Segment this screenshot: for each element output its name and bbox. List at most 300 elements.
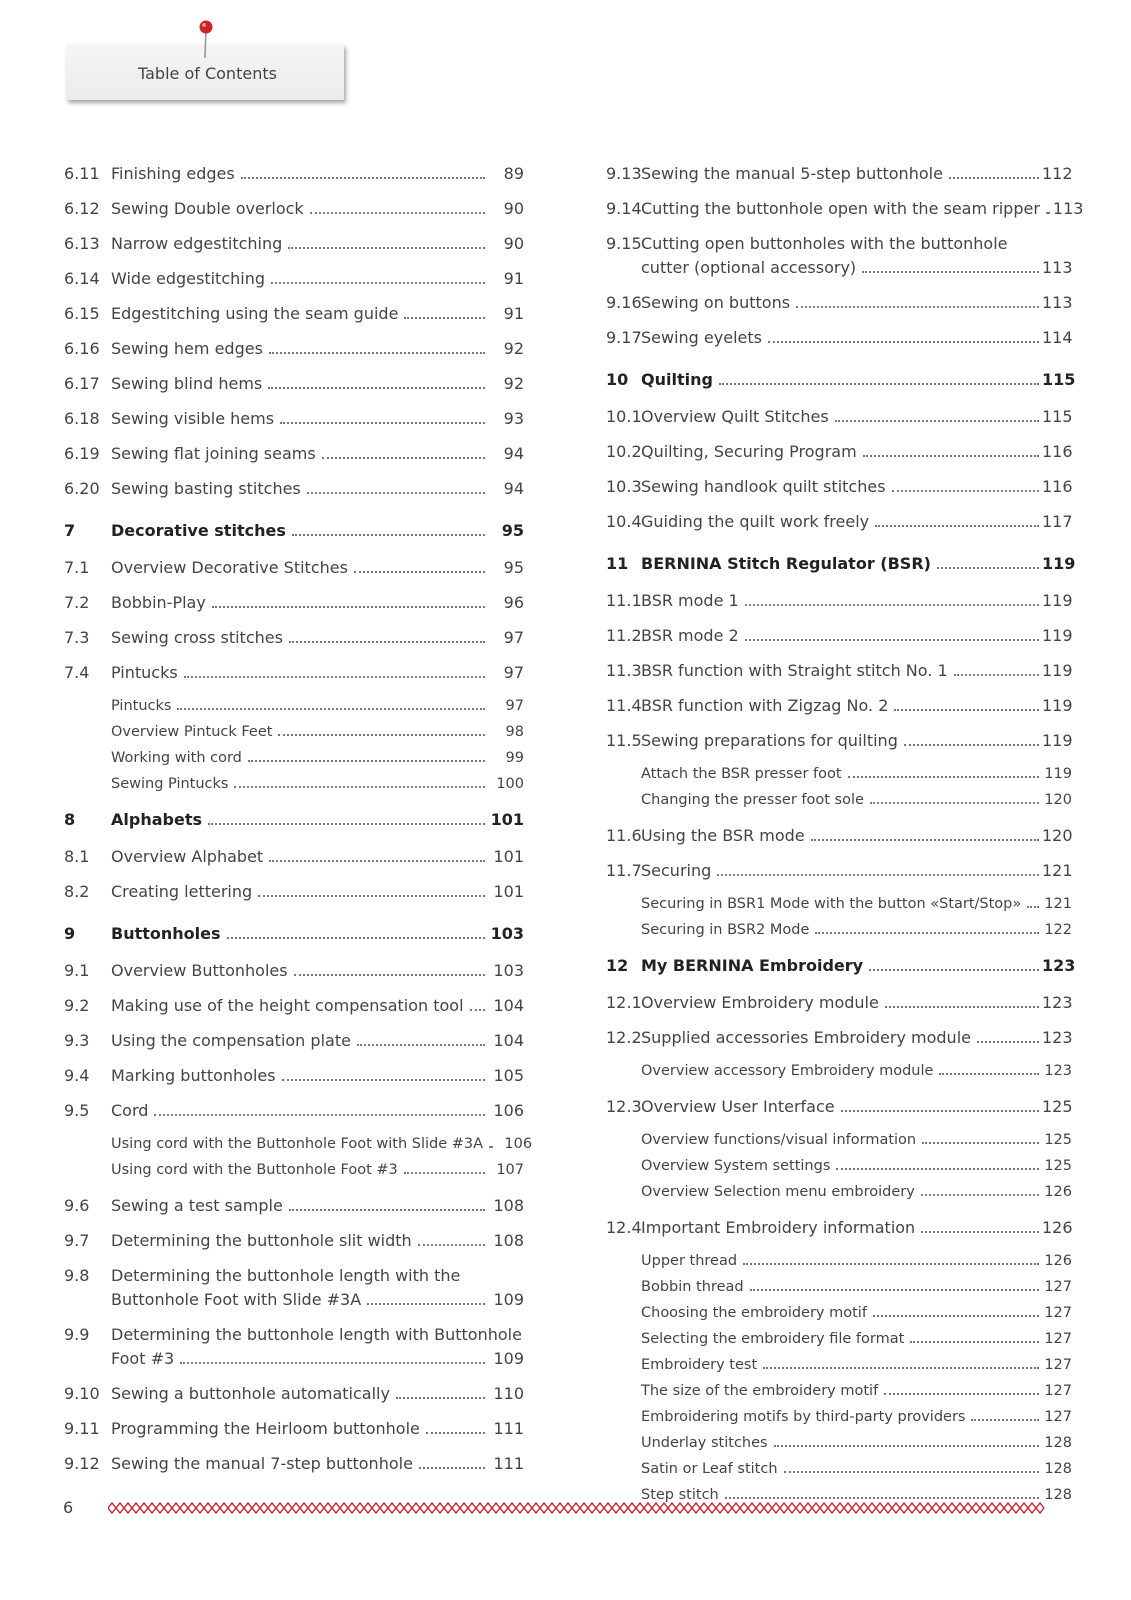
toc-title: Overview Pintuck Feet bbox=[111, 724, 273, 740]
toc-title: Sewing Pintucks bbox=[111, 776, 229, 792]
toc-title-row bbox=[641, 1182, 1072, 1203]
toc-number: 12.4 bbox=[606, 1218, 642, 1237]
dot-leader bbox=[811, 839, 1039, 841]
toc-entry bbox=[606, 1026, 1072, 1061]
toc-page: 126 bbox=[1044, 1253, 1072, 1269]
toc-left-column bbox=[64, 162, 533, 1487]
toc-title: Upper thread bbox=[641, 1253, 738, 1269]
toc-title-row bbox=[111, 477, 524, 501]
toc-number: 9.2 bbox=[64, 996, 90, 1015]
dot-leader bbox=[418, 1244, 485, 1246]
toc-title: Overview Alphabet bbox=[111, 847, 264, 866]
dot-leader bbox=[404, 1172, 485, 1174]
toc-title: Using cord with the Buttonhole Foot with Slide #3A bbox=[111, 1136, 484, 1152]
toc-title: Step stitch bbox=[641, 1487, 719, 1503]
toc-page: 107 bbox=[496, 1162, 524, 1178]
toc-title-row bbox=[641, 326, 1072, 350]
dot-leader bbox=[954, 674, 1039, 676]
toc-page: 119 bbox=[1044, 766, 1072, 782]
dot-leader bbox=[489, 1146, 493, 1148]
toc-entry bbox=[606, 1216, 1072, 1251]
toc-page: 97 bbox=[505, 698, 524, 714]
toc-title-row bbox=[111, 1417, 524, 1441]
toc-number: 6.16 bbox=[64, 339, 100, 358]
toc-title-row bbox=[111, 519, 524, 543]
toc-sub bbox=[606, 894, 1072, 920]
dot-leader bbox=[248, 760, 485, 762]
toc-entry bbox=[606, 291, 1072, 326]
dot-leader bbox=[289, 641, 485, 643]
dot-leader bbox=[212, 606, 485, 608]
toc-title-cont: Foot #3 bbox=[111, 1349, 175, 1368]
toc-title-row bbox=[111, 267, 524, 291]
toc-title: Sewing eyelets bbox=[641, 328, 762, 347]
toc-title-row bbox=[111, 1160, 524, 1181]
toc-number: 6.11 bbox=[64, 164, 100, 183]
toc-title: Overview Selection menu embroidery bbox=[641, 1184, 915, 1200]
toc-page: 93 bbox=[503, 409, 524, 428]
toc-title-row bbox=[641, 1459, 1072, 1480]
toc-sub bbox=[606, 1433, 1072, 1459]
toc-title: BERNINA Stitch Regulator (BSR) bbox=[641, 554, 931, 573]
toc-title: Sewing basting stitches bbox=[111, 479, 301, 498]
toc-title-row bbox=[641, 1433, 1072, 1454]
toc-page: 89 bbox=[503, 164, 524, 183]
toc-title-row bbox=[641, 920, 1072, 941]
dot-leader bbox=[921, 1194, 1039, 1196]
dot-leader bbox=[396, 1397, 485, 1399]
toc-title-row bbox=[641, 1216, 1072, 1240]
toc-title-row bbox=[111, 1099, 524, 1123]
toc-page: 106 bbox=[493, 1101, 524, 1120]
toc-page: 127 bbox=[1044, 1357, 1072, 1373]
toc-entry bbox=[64, 267, 524, 302]
dot-leader bbox=[404, 317, 485, 319]
toc-entry bbox=[64, 232, 524, 267]
toc-number: 6.18 bbox=[64, 409, 100, 428]
toc-page: 117 bbox=[1042, 512, 1073, 531]
toc-title-row bbox=[641, 729, 1072, 753]
dot-leader bbox=[971, 1419, 1039, 1421]
toc-title-row bbox=[111, 722, 524, 743]
toc-number: 9.1 bbox=[64, 961, 90, 980]
toc-title: Bobbin-Play bbox=[111, 593, 206, 612]
toc-entry bbox=[606, 824, 1072, 859]
dot-leader bbox=[774, 1445, 1039, 1447]
toc-page: 123 bbox=[1042, 993, 1073, 1012]
toc-number: 8.2 bbox=[64, 882, 90, 901]
toc-title: Securing in BSR1 Mode with the button «Start/Stop» bbox=[641, 896, 1022, 912]
toc-entry bbox=[606, 475, 1072, 510]
toc-title: Working with cord bbox=[111, 750, 242, 766]
toc-number: 11 bbox=[606, 554, 629, 573]
toc-title: Supplied accessories Embroidery module bbox=[641, 1028, 971, 1047]
toc-page: 92 bbox=[503, 374, 524, 393]
dot-leader bbox=[862, 271, 1039, 273]
toc-title: Overview User Interface bbox=[641, 1097, 835, 1116]
toc-right-column bbox=[606, 162, 1084, 1511]
toc-title: Sewing blind hems bbox=[111, 374, 263, 393]
toc-entry bbox=[64, 1064, 524, 1099]
toc-title: Sewing hem edges bbox=[111, 339, 263, 358]
toc-number: 9.13 bbox=[606, 164, 642, 183]
toc-number: 9.7 bbox=[64, 1231, 90, 1250]
toc-title: Sewing handlook quilt stitches bbox=[641, 477, 886, 496]
toc-entry bbox=[606, 162, 1072, 197]
toc-page: 101 bbox=[493, 882, 524, 901]
toc-entry bbox=[64, 302, 524, 337]
dot-leader bbox=[937, 567, 1039, 569]
toc-sub bbox=[606, 1303, 1072, 1329]
toc-title-row bbox=[641, 991, 1072, 1015]
toc-title-row bbox=[641, 1381, 1072, 1402]
toc-page: 94 bbox=[503, 479, 524, 498]
toc-entry bbox=[64, 1229, 524, 1264]
toc-entry bbox=[64, 1264, 524, 1323]
toc-title-row bbox=[111, 1064, 524, 1088]
toc-title-row bbox=[111, 197, 524, 221]
toc-entry bbox=[64, 442, 524, 477]
toc-number: 9.8 bbox=[64, 1266, 90, 1285]
toc-entry bbox=[606, 326, 1072, 361]
toc-page: 127 bbox=[1044, 1305, 1072, 1321]
dot-leader bbox=[184, 676, 485, 678]
toc-title-row bbox=[111, 1382, 524, 1406]
toc-title: My BERNINA Embroidery bbox=[641, 956, 864, 975]
toc-title-line2 bbox=[641, 256, 1072, 280]
toc-page: 106 bbox=[504, 1136, 533, 1152]
toc-page: 95 bbox=[501, 521, 524, 540]
toc-title: Bobbin thread bbox=[641, 1279, 744, 1295]
toc-page: 116 bbox=[1042, 477, 1073, 496]
toc-page: 99 bbox=[505, 750, 524, 766]
toc-page: 111 bbox=[493, 1454, 524, 1473]
toc-page: 115 bbox=[1042, 407, 1073, 426]
toc-number: 7.4 bbox=[64, 663, 90, 682]
toc-sub bbox=[64, 774, 524, 800]
toc-title-row bbox=[641, 1277, 1072, 1298]
toc-title-row bbox=[641, 405, 1072, 429]
toc-title-row bbox=[641, 1130, 1072, 1151]
toc-title-row bbox=[111, 372, 524, 396]
toc-title-block bbox=[111, 1323, 524, 1371]
toc-title: Overview Embroidery module bbox=[641, 993, 879, 1012]
toc-title: Buttonholes bbox=[111, 924, 221, 943]
dot-leader bbox=[921, 1231, 1039, 1233]
toc-sub bbox=[606, 1459, 1072, 1485]
toc-title: Overview Buttonholes bbox=[111, 961, 288, 980]
toc-page: 108 bbox=[493, 1231, 524, 1250]
toc-title: Sewing on buttons bbox=[641, 293, 791, 312]
toc-title-row bbox=[641, 440, 1072, 464]
toc-title-row bbox=[641, 1407, 1072, 1428]
toc-title-row bbox=[641, 1095, 1072, 1119]
toc-page: 109 bbox=[493, 1290, 524, 1309]
dot-leader bbox=[885, 1006, 1039, 1008]
toc-page: 119 bbox=[1042, 696, 1073, 715]
toc-number: 11.5 bbox=[606, 731, 642, 750]
toc-title: Determining the buttonhole slit width bbox=[111, 1231, 412, 1250]
toc-page: 125 bbox=[1042, 1097, 1073, 1116]
toc-number: 9.5 bbox=[64, 1101, 90, 1120]
dot-leader bbox=[977, 1041, 1039, 1043]
toc-number: 11.2 bbox=[606, 626, 642, 645]
dot-leader bbox=[719, 383, 1039, 385]
toc-page: 123 bbox=[1042, 956, 1076, 975]
toc-title: Determining the buttonhole length with Buttonhole bbox=[111, 1325, 522, 1344]
toc-title-row bbox=[111, 591, 524, 615]
dot-leader bbox=[863, 455, 1039, 457]
toc-page: 98 bbox=[505, 724, 524, 740]
dot-leader bbox=[234, 786, 485, 788]
toc-title: BSR mode 2 bbox=[641, 626, 739, 645]
toc-number: 9.6 bbox=[64, 1196, 90, 1215]
toc-page: 103 bbox=[493, 961, 524, 980]
toc-entry bbox=[64, 1417, 524, 1452]
toc-title-row bbox=[641, 894, 1072, 915]
toc-title-row bbox=[111, 994, 524, 1018]
toc-title-row bbox=[111, 232, 524, 256]
dot-leader bbox=[258, 895, 485, 897]
toc-entry bbox=[64, 626, 524, 661]
toc-entry bbox=[64, 197, 524, 232]
dot-leader bbox=[280, 422, 485, 424]
toc-sub bbox=[64, 696, 524, 722]
toc-title: Programming the Heirloom buttonhole bbox=[111, 1419, 420, 1438]
toc-page: 120 bbox=[1042, 826, 1073, 845]
toc-number: 11.4 bbox=[606, 696, 642, 715]
dot-leader bbox=[354, 571, 485, 573]
toc-title: Attach the BSR presser foot bbox=[641, 766, 842, 782]
toc-page: 91 bbox=[503, 304, 524, 323]
dot-leader bbox=[768, 341, 1039, 343]
toc-title-row bbox=[111, 556, 524, 580]
toc-sub bbox=[606, 1355, 1072, 1381]
toc-title: Sewing flat joining seams bbox=[111, 444, 316, 463]
toc-sub bbox=[606, 1061, 1072, 1087]
toc-page: 123 bbox=[1042, 1028, 1073, 1047]
toc-page: 121 bbox=[1044, 896, 1072, 912]
toc-page: 120 bbox=[1044, 792, 1072, 808]
toc-title: Overview System settings bbox=[641, 1158, 831, 1174]
toc-page: 119 bbox=[1042, 731, 1073, 750]
toc-title: Overview functions/visual information bbox=[641, 1132, 917, 1148]
toc-title: Wide edgestitching bbox=[111, 269, 266, 288]
dot-leader bbox=[269, 860, 485, 862]
toc-entry bbox=[606, 729, 1072, 764]
toc-entry bbox=[606, 1095, 1072, 1130]
toc-title-row bbox=[641, 589, 1072, 613]
toc-sub bbox=[64, 1134, 533, 1160]
toc-title-row bbox=[641, 552, 1076, 576]
dot-leader bbox=[294, 974, 485, 976]
toc-title-row bbox=[111, 407, 524, 431]
dot-leader bbox=[282, 1079, 485, 1081]
toc-title-row bbox=[111, 845, 524, 869]
toc-page: 96 bbox=[503, 593, 524, 612]
toc-title: Sewing the manual 7-step buttonhole bbox=[111, 1454, 413, 1473]
toc-number: 7.2 bbox=[64, 593, 90, 612]
toc-title: Sewing Double overlock bbox=[111, 199, 304, 218]
toc-title-row bbox=[111, 1452, 524, 1476]
dot-leader bbox=[949, 177, 1039, 179]
toc-title: Determining the buttonhole length with the bbox=[111, 1266, 461, 1285]
toc-page: 90 bbox=[503, 199, 524, 218]
dot-leader bbox=[869, 969, 1039, 971]
toc-page: 122 bbox=[1044, 922, 1072, 938]
toc-sub bbox=[64, 1160, 524, 1186]
toc-number: 8 bbox=[64, 810, 76, 829]
toc-page: 127 bbox=[1044, 1279, 1072, 1295]
toc-title-row bbox=[111, 1194, 524, 1218]
toc-entry bbox=[64, 337, 524, 372]
toc-title: Making use of the height compensation tool bbox=[111, 996, 464, 1015]
dot-leader bbox=[848, 776, 1039, 778]
toc-page: 97 bbox=[503, 628, 524, 647]
toc-number: 9 bbox=[64, 924, 76, 943]
toc-number: 9.16 bbox=[606, 293, 642, 312]
dot-leader bbox=[227, 937, 485, 939]
toc-entry bbox=[64, 477, 524, 512]
toc-page: 103 bbox=[490, 924, 524, 943]
toc-title: Cord bbox=[111, 1101, 149, 1120]
toc-entry bbox=[606, 859, 1072, 894]
toc-number: 8.1 bbox=[64, 847, 90, 866]
toc-page: 114 bbox=[1042, 328, 1073, 347]
toc-title-row bbox=[641, 197, 1084, 221]
toc-title-cont: cutter (optional accessory) bbox=[641, 258, 857, 277]
toc-number: 12 bbox=[606, 956, 629, 975]
dot-leader bbox=[815, 932, 1039, 934]
toc-page: 101 bbox=[490, 810, 524, 829]
toc-entry bbox=[64, 162, 524, 197]
toc-page: 95 bbox=[503, 558, 524, 577]
toc-page: 104 bbox=[493, 1031, 524, 1050]
toc-entry bbox=[606, 624, 1072, 659]
toc-number: 6.20 bbox=[64, 479, 100, 498]
dot-leader bbox=[904, 744, 1039, 746]
toc-title-row bbox=[641, 659, 1072, 683]
toc-title-row bbox=[641, 790, 1072, 811]
dot-leader bbox=[288, 247, 485, 249]
dot-leader bbox=[1046, 212, 1050, 214]
toc-title-row bbox=[641, 1355, 1072, 1376]
toc-title-row bbox=[641, 694, 1072, 718]
toc-title: Changing the presser foot sole bbox=[641, 792, 864, 808]
toc-page: 113 bbox=[1052, 199, 1084, 218]
toc-number: 7.1 bbox=[64, 558, 90, 577]
toc-entry bbox=[606, 440, 1072, 475]
toc-title-row bbox=[111, 626, 524, 650]
toc-sub bbox=[64, 722, 524, 748]
toc-entry bbox=[606, 232, 1072, 291]
toc-page: 101 bbox=[493, 847, 524, 866]
toc-page: 113 bbox=[1042, 293, 1073, 312]
toc-title: Cutting the buttonhole open with the seam ripper bbox=[641, 199, 1040, 218]
toc-number: 6.13 bbox=[64, 234, 100, 253]
toc-page: 111 bbox=[493, 1419, 524, 1438]
dot-leader bbox=[367, 1303, 485, 1305]
toc-chapter bbox=[606, 954, 1076, 991]
toc-page: 119 bbox=[1042, 591, 1073, 610]
toc-title-row bbox=[641, 1061, 1072, 1082]
toc-title-row bbox=[111, 162, 524, 186]
toc-title: Sewing a buttonhole automatically bbox=[111, 1384, 390, 1403]
toc-page: 113 bbox=[1042, 258, 1073, 277]
toc-title: BSR function with Straight stitch No. 1 bbox=[641, 661, 948, 680]
toc-title: Pintucks bbox=[111, 698, 172, 714]
toc-sub bbox=[606, 1329, 1072, 1355]
toc-chapter bbox=[606, 552, 1076, 589]
toc-title-row bbox=[111, 808, 524, 832]
toc-title: Sewing visible hems bbox=[111, 409, 275, 428]
toc-chapter bbox=[64, 922, 524, 959]
toc-number: 9.10 bbox=[64, 1384, 100, 1403]
toc-title-row bbox=[111, 302, 524, 326]
toc-number: 9.9 bbox=[64, 1325, 90, 1344]
toc-sub bbox=[606, 764, 1072, 790]
toc-sub bbox=[606, 1251, 1072, 1277]
toc-number: 9.14 bbox=[606, 199, 642, 218]
toc-title-line2 bbox=[111, 1347, 524, 1371]
toc-page: 92 bbox=[503, 339, 524, 358]
dot-leader bbox=[1027, 906, 1039, 908]
toc-page: 110 bbox=[493, 1384, 524, 1403]
toc-title: BSR mode 1 bbox=[641, 591, 739, 610]
dot-leader bbox=[470, 1009, 485, 1011]
toc-number: 10.4 bbox=[606, 512, 642, 531]
toc-title: Embroidery test bbox=[641, 1357, 758, 1373]
toc-page: 127 bbox=[1044, 1409, 1072, 1425]
toc-title: Guiding the quilt work freely bbox=[641, 512, 870, 531]
dot-leader bbox=[310, 212, 485, 214]
toc-title-row bbox=[111, 748, 524, 769]
toc-entry bbox=[64, 407, 524, 442]
toc-entry bbox=[64, 1029, 524, 1064]
dot-leader bbox=[745, 639, 1039, 641]
toc-number: 11.1 bbox=[606, 591, 642, 610]
dot-leader bbox=[208, 823, 485, 825]
dot-leader bbox=[939, 1073, 1039, 1075]
page-title: Table of Contents bbox=[138, 64, 277, 83]
toc-entry bbox=[606, 694, 1072, 729]
toc-number: 12.2 bbox=[606, 1028, 642, 1047]
dot-leader bbox=[289, 1209, 485, 1211]
toc-title-row bbox=[641, 1303, 1072, 1324]
toc-page: 128 bbox=[1044, 1487, 1072, 1503]
toc-page: 115 bbox=[1042, 370, 1076, 389]
toc-title: Using the BSR mode bbox=[641, 826, 805, 845]
toc-sub bbox=[606, 1182, 1072, 1208]
toc-number: 12.1 bbox=[606, 993, 642, 1012]
toc-title-row bbox=[641, 1156, 1072, 1177]
toc-page: 126 bbox=[1044, 1184, 1072, 1200]
toc-sub bbox=[606, 790, 1072, 816]
toc-number: 6.19 bbox=[64, 444, 100, 463]
toc-title-row bbox=[641, 1026, 1072, 1050]
toc-entry bbox=[64, 1323, 524, 1382]
dot-leader bbox=[725, 1497, 1039, 1499]
toc-title-row bbox=[641, 475, 1072, 499]
toc-entry bbox=[606, 991, 1072, 1026]
toc-number: 6.15 bbox=[64, 304, 100, 323]
dot-leader bbox=[322, 457, 485, 459]
toc-title: Quilting bbox=[641, 370, 713, 389]
toc-title-row bbox=[111, 696, 524, 717]
toc-entry bbox=[606, 197, 1084, 232]
toc-title: Using the compensation plate bbox=[111, 1031, 351, 1050]
dot-leader bbox=[796, 306, 1039, 308]
